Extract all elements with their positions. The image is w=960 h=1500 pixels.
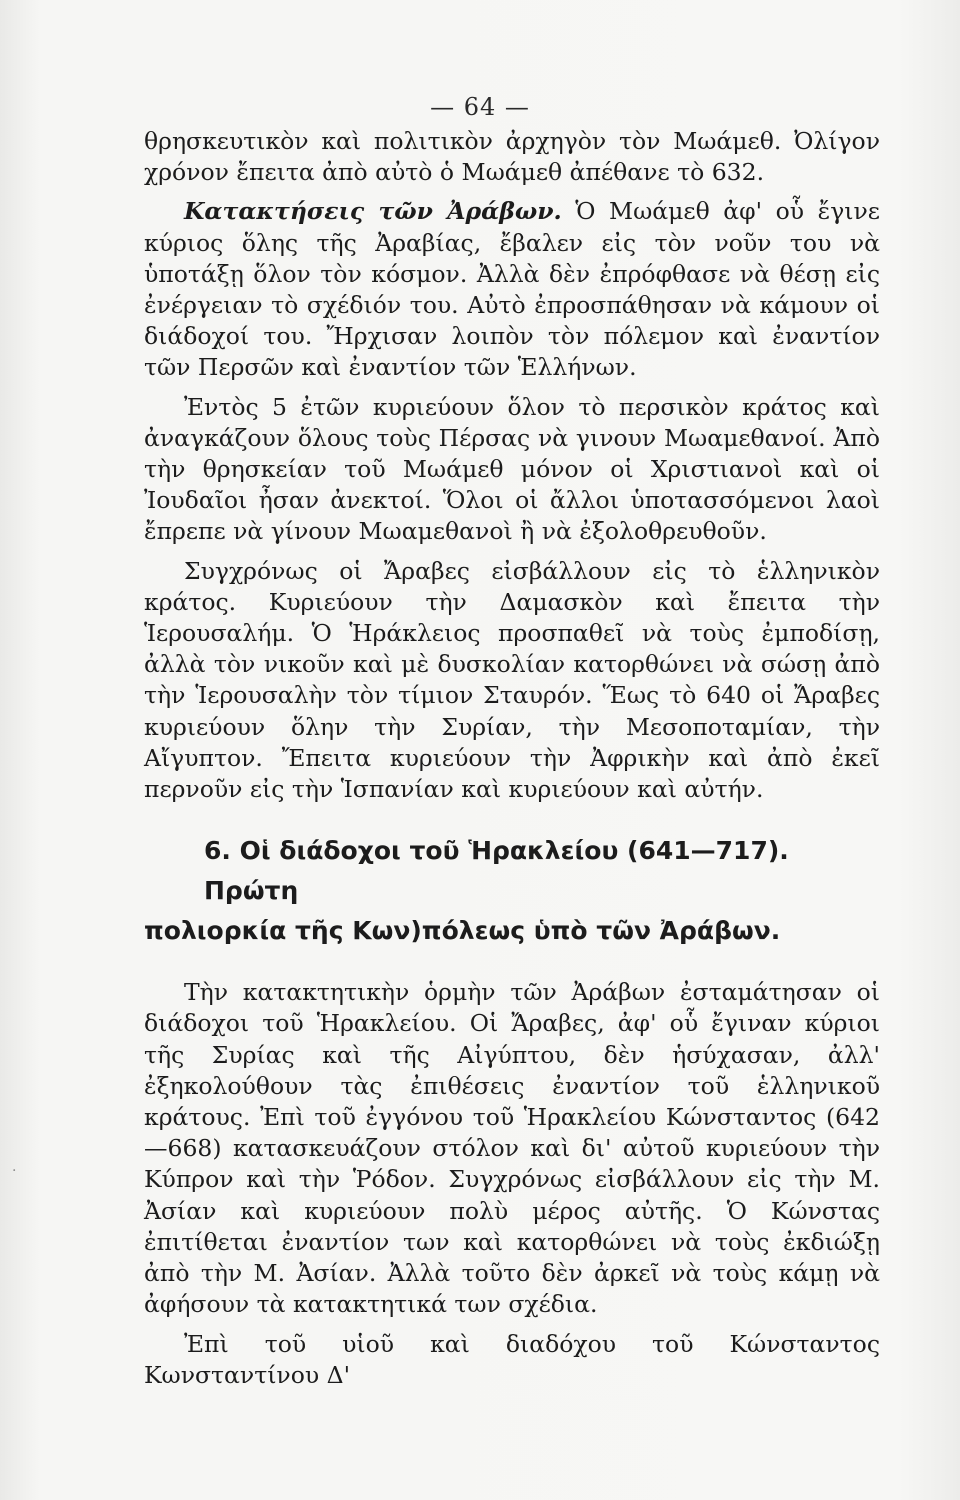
paragraph-2-body: Ὁ Μωάμεθ ἀφ' οὗ ἔγινε κύριος ὅλης τῆς Ἀραβίας, ἔβαλεν εἰς τὸν νοῦν του νὰ ὑποτάξῃ ὅλον τὸν κόσμον. Ἀλλὰ δὲν ἐπρόφθασε νὰ θέσῃ εἰς ἐνέργειαν τὸ σχέδιόν του. Αὐτὸ ἐπροσπάθησαν νὰ κάμουν οἱ διάδοχοί του. Ἤρχισαν λοιπὸν τὸν πόλεμον καὶ ἐναντίον τῶν Περσῶν καὶ ἐναντίον τῶν Ἑλλήνων. [144,197,880,382]
paragraph-3: Ἐντὸς 5 ἐτῶν κυριεύουν ὅλον τὸ περσικὸν κράτος καὶ ἀναγκάζουν ὅλους τοὺς Πέρσας νὰ γινουν Μωαμεθανοί. Ἀπὸ τὴν θρησκείαν τοῦ Μωάμεθ μόνον οἱ Χριστιανοὶ καὶ οἱ Ἰουδαῖοι ἦσαν ἀνεκτοί. Ὅλοι οἱ ἄλλοι ὑποτασσόμενοι λαοὶ ἔπρεπε νὰ γίνουν Μωαμεθανοὶ ἢ νὰ ἐξολοθρευθοῦν. [144,392,880,546]
paragraph-6: Ἐπὶ τοῦ υἱοῦ καὶ διαδόχου τοῦ Κώνσταντος Κωνσταντίνου Δ' [144,1329,880,1389]
paragraph-2 [144,196,880,383]
page-number: — 64 — [430,93,530,121]
section-heading-line-2: πολιορκία τῆς Κων)πόλεως ὑπὸ τῶν Ἀράβων. [144,916,781,946]
paragraph-1: θρησκευτικὸν καὶ πολιτικὸν ἀρχηγὸν τὸν Μωάμεθ. Ὀλίγον χρόνον ἔπειτα ἀπὸ αὐτὸ ὁ Μωάμεθ ἀπέθανε τὸ 632. [144,127,880,187]
section-heading-line-1: 6. Οἱ διάδοχοι τοῦ Ἡρακλείου (641—717). Πρώτη [204,836,789,906]
subsection-title: Κατακτήσεις τῶν Ἀράβων. [184,197,562,226]
section-heading [144,831,880,951]
paragraph-5: Τὴν κατακτητικὴν ὁρμὴν τῶν Ἀράβων ἐσταμάτησαν οἱ διάδοχοι τοῦ Ἡρακλείου. Οἱ Ἄραβες, ἀφ' οὗ ἔγιναν κύριοι τῆς Συρίας καὶ τῆς Αἰγύπτου, δὲν ἡσύχασαν, ἀλλ' ἐξηκολούθουν τὰς ἐπιθέσεις ἐναντίον τοῦ ἑλληνικοῦ κράτους. Ἐπὶ τοῦ ἐγγόνου τοῦ Ἡρακλείου Κώνσταντος (642—668) κατασκευάζουν στόλον καὶ δι' αὐτοῦ κυριεύουν τὴν Κύπρον καὶ τὴν Ῥόδον. Συγχρόνως εἰσβάλλουν εἰς τὴν Μ. Ἀσίαν καὶ κυριεύουν πολὺ μέρος αὐτῆς. Ὁ Κώνστας ἐπιτίθεται ἐναντίον των καὶ κατορθώνει νὰ τοὺς ἐκδιώξῃ ἀπὸ τὴν Μ. Ἀσίαν. Ἀλλὰ τοῦτο δὲν ἀρκεῖ νὰ τοὺς κάμῃ νὰ ἀφήσουν τὰ κατακτητικά των σχέδια. [144,978,880,1319]
body-text [144,126,880,1391]
margin-speck: · [12,1163,17,1179]
paragraph-4: Συγχρόνως οἱ Ἄραβες εἰσβάλλουν εἰς τὸ ἑλληνικὸν κράτος. Κυριεύουν τὴν Δαμασκὸν καὶ ἔπειτα τὴν Ἱερουσαλήμ. Ὁ Ἡράκλειος προσπαθεῖ νὰ τοὺς ἐμποδίσῃ, ἀλλὰ τὸν νικοῦν καὶ μὲ δυσκολίαν κατορθώνει νὰ σώσῃ ἀπὸ τὴν Ἱερουσαλὴν τὸν τίμιον Σταυρόν. Ἕως τὸ 640 οἱ Ἄραβες κυριεύουν ὅλην τὴν Συρίαν, τὴν Μεσοποταμίαν, τὴν Αἴγυπτον. Ἔπειτα κυριεύουν τὴν Ἀφρικὴν καὶ ἀπὸ ἐκεῖ περνοῦν εἰς τὴν Ἱσπανίαν καὶ κυριεύουν καὶ αὐτήν. [144,556,880,804]
